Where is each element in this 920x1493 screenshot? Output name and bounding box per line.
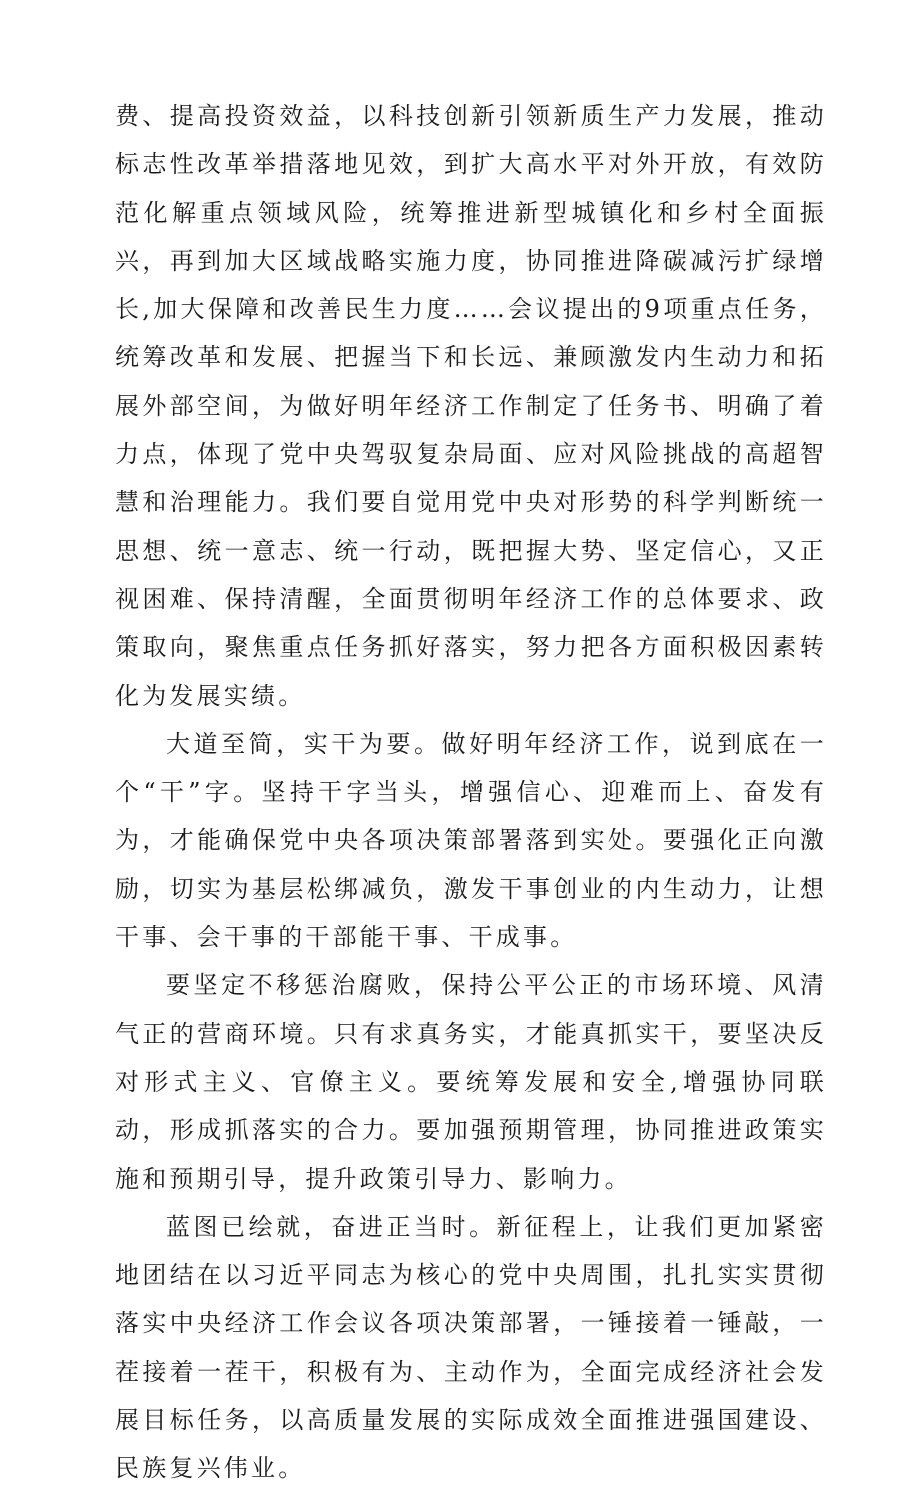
article-body bbox=[115, 92, 827, 1493]
paragraph-anti-corruption: 要坚定不移惩治腐败，保持公平公正的市场环境、风清气正的营商环境。只有求真务实，才能真抓实干，要坚决反对形式主义、官僚主义。要统筹发展和安全,增强协同联动，形成抓落实的合力。要加强预期管理，协同推进政策实施和预期引导，提升政策引导力、影响力。 bbox=[115, 971, 827, 1193]
paragraph-hard-work: 大道至简，实干为要。做好明年经济工作，说到底在一个“干”字。坚持干字当头，增强信心、迎难而上、奋发有为，才能确保党中央各项决策部署落到实处。要强化正向激励，切实为基层松绑减负，激发干事创业的内生动力，让想干事、会干事的干部能干事、干成事。 bbox=[115, 729, 827, 952]
paragraph-blueprint: 蓝图已绘就，奋进正当时。新征程上，让我们更加紧密地团结在以习近平同志为核心的党中央周围，扎扎实实贯彻落实中央经济工作会议各项决策部署，一锤接着一锤敲，一茬接着一茬干，积极有为、主动作为，全面完成经济社会发展目标任务，以高质量发展的实际成效全面推进强国建设、民族复兴伟业。 bbox=[115, 1212, 827, 1483]
paragraph-continuation: 费、提高投资效益，以科技创新引领新质生产力发展，推动标志性改革举措落地见效，到扩大高水平对外开放，有效防范化解重点领域风险，统筹推进新型城镇化和乡村全面振兴，再到加大区域战略实施力度，协同推进降碳减污扩绿增长,加大保障和改善民生力度……会议提出的9项重点任务，统筹改革和发展、把握当下和长远、兼顾激发内生动力和拓展外部空间，为做好明年经济工作制定了任务书、明确了着力点，体现了党中央驾驭复杂局面、应对风险挑战的高超智慧和治理能力。我们要自觉用党中央对形势的科学判断统一思想、统一意志、统一行动，既把握大势、坚定信心，又正视困难、保持清醒，全面贯彻明年经济工作的总体要求、政策取向，聚焦重点任务抓好落实，努力把各方面积极因素转化为发展实绩。 bbox=[115, 102, 827, 710]
